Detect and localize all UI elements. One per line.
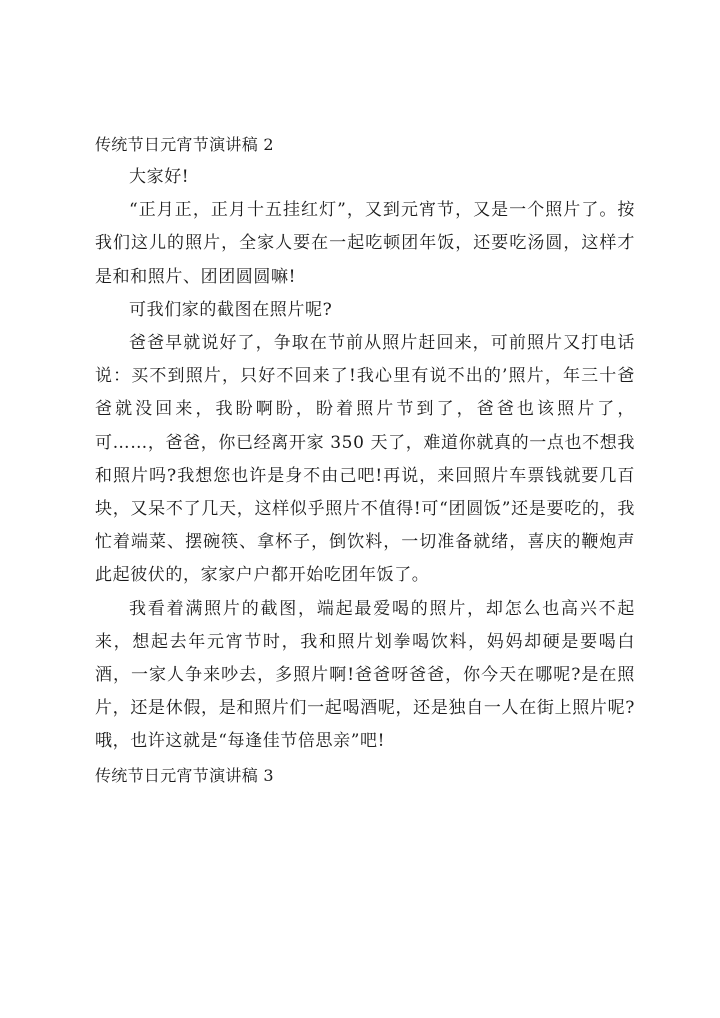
body-paragraph-3: 爸爸早就说好了，争取在节前从照片赶回来，可前照片又打电话说：买不到照片，只好不回来了!我心里有说不出的’照片，年三十爸爸就没回来，我盼啊盼，盼着照片节到了，爸爸也该照片了，可……，爸爸，你已经离开家 350 天了，难道你就真的一点也不想我和照片吗?我想您也许是身不由己吧!再说，来回照片车票钱就要几百块，又呆不了几天，这样似乎照片不值得!可“团圆饭”还是要吃的，我忙着端菜、摆碗筷、拿杯子，倒饮料，一切准备就绪，喜庆的鞭炮声此起彼伏的，家家户户都开始吃团年饭了。 xyxy=(95,333,635,586)
body-paragraph-4: 我看着满照片的截图，端起最爱喝的照片，却怎么也高兴不起来，想起去年元宵节时，我和照片划拳喝饮料，妈妈却硬是要喝白酒，一家人争来吵去，多照片啊!爸爸呀爸爸，你今天在哪呢?是在照片，还是休假，是和照片们一起喝酒呢，还是独自一人在街上照片呢?哦，也许这就是“每逢佳节倍思亲”吧! xyxy=(95,598,635,752)
section-heading-2: 传统节日元宵节演讲稿 2 xyxy=(95,135,274,154)
document-body xyxy=(95,128,635,792)
section-heading-3: 传统节日元宵节演讲稿 3 xyxy=(95,765,274,785)
greeting-paragraph: 大家好! xyxy=(129,167,190,187)
body-paragraph-2: 可我们家的截图在照片呢? xyxy=(129,299,333,320)
body-paragraph-1: “正月正，正月十五挂红灯”，又到元宵节，又是一个照片了。按我们这儿的照片，全家人要在一起吃顿团年饭，还要吃汤圆，这样才是和和照片、团团圆圆嘛! xyxy=(95,200,635,287)
